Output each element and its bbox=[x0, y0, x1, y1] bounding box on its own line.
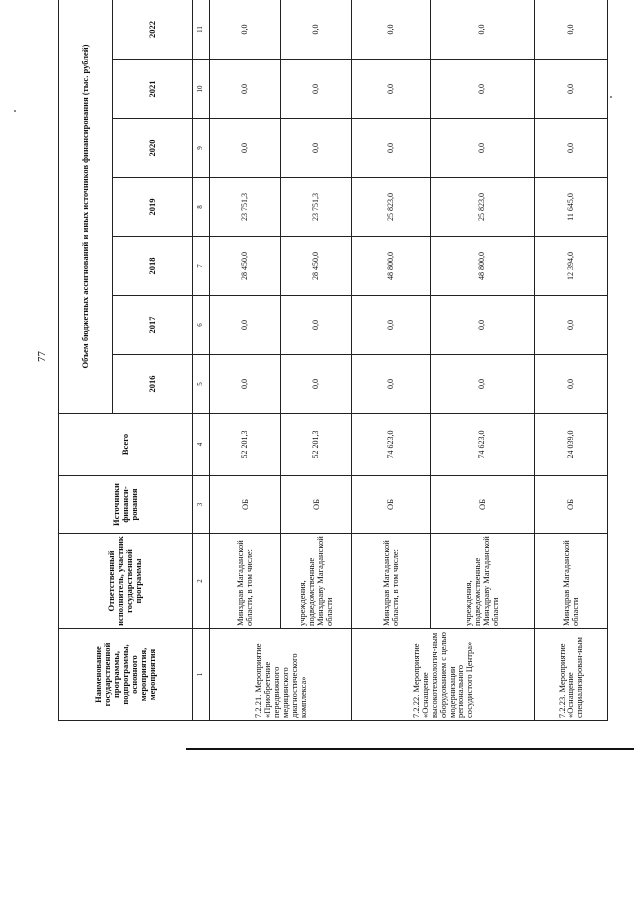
value-cell: 0,0 bbox=[210, 0, 281, 60]
measure-name: 7.2.21. Мероприятие «Приобретение передвижного медицинского диагностического комплекса» bbox=[210, 629, 352, 721]
value-cell: 23 751,3 bbox=[281, 178, 352, 237]
column-index: 1 bbox=[192, 629, 210, 721]
value-cell: 0,0 bbox=[210, 119, 281, 178]
page-number: 77 bbox=[36, 351, 48, 362]
value-cell: 28 450,0 bbox=[210, 237, 281, 296]
value-cell: 0,0 bbox=[534, 0, 607, 60]
header-year: 2022 bbox=[113, 0, 192, 60]
value-cell: 28 450,0 bbox=[281, 237, 352, 296]
value-cell: 0,0 bbox=[430, 60, 534, 119]
responsible-cell: Минздрав Магаданской области, в том числе: bbox=[210, 534, 281, 629]
value-cell: 0,0 bbox=[352, 119, 430, 178]
value-cell: 0,0 bbox=[430, 296, 534, 355]
column-index-row bbox=[192, 0, 210, 721]
value-cell: 0,0 bbox=[281, 296, 352, 355]
column-index: 3 bbox=[192, 476, 210, 534]
value-cell: 48 800,0 bbox=[352, 237, 430, 296]
source-cell: ОБ bbox=[352, 476, 430, 534]
rotated-page-content bbox=[58, 0, 608, 721]
header-year: 2016 bbox=[113, 355, 192, 414]
column-index: 10 bbox=[192, 60, 210, 119]
column-index: 9 bbox=[192, 119, 210, 178]
value-cell: 0,0 bbox=[534, 60, 607, 119]
column-index: 7 bbox=[192, 237, 210, 296]
value-cell: 0,0 bbox=[352, 60, 430, 119]
value-cell: 25 823,0 bbox=[430, 178, 534, 237]
value-cell: 0,0 bbox=[430, 355, 534, 414]
value-cell: 12 394,0 bbox=[534, 237, 607, 296]
value-cell: 0,0 bbox=[534, 355, 607, 414]
measure-name: 7.2.23. Мероприятие «Оснащение специализирован-ным bbox=[534, 629, 607, 721]
column-index: 11 bbox=[192, 0, 210, 60]
source-cell: ОБ bbox=[210, 476, 281, 534]
header-name: Наименование государственной программы, подпрограммы, основного мероприятия, мероприятия bbox=[59, 629, 193, 721]
measure-name: 7.2.22. Мероприятие «Оснащение высокотехнологич-ным оборудованием с целью модернизации регионального сосудистого Центра» bbox=[352, 629, 535, 721]
header-sources: Источники финанси-рования bbox=[59, 476, 193, 534]
value-cell: 0,0 bbox=[210, 296, 281, 355]
value-cell: 0,0 bbox=[430, 119, 534, 178]
table-row bbox=[534, 0, 607, 721]
header-year: 2019 bbox=[113, 178, 192, 237]
source-cell: ОБ bbox=[281, 476, 352, 534]
responsible-cell: учреждения, подведомственные Минздраву Магаданской области bbox=[281, 534, 352, 629]
value-cell: 0,0 bbox=[210, 60, 281, 119]
column-index: 8 bbox=[192, 178, 210, 237]
source-cell: ОБ bbox=[534, 476, 607, 534]
header-year: 2017 bbox=[113, 296, 192, 355]
scan-speck bbox=[610, 96, 612, 98]
value-cell: 0,0 bbox=[352, 0, 430, 60]
horizontal-rule bbox=[186, 748, 634, 750]
header-total: Всего bbox=[59, 414, 193, 476]
value-cell: 0,0 bbox=[281, 60, 352, 119]
scan-speck bbox=[14, 110, 16, 112]
header-year: 2018 bbox=[113, 237, 192, 296]
total-cell: 74 623,0 bbox=[430, 414, 534, 476]
value-cell: 48 800,0 bbox=[430, 237, 534, 296]
value-cell: 0,0 bbox=[534, 119, 607, 178]
header-row-1 bbox=[59, 0, 113, 721]
value-cell: 0,0 bbox=[281, 355, 352, 414]
header-year: 2020 bbox=[113, 119, 192, 178]
total-cell: 52 201,3 bbox=[281, 414, 352, 476]
table-wrapper bbox=[58, 0, 608, 721]
header-responsible: Ответственный исполнитель, участник государственной программы bbox=[59, 534, 193, 629]
table-row bbox=[430, 0, 534, 721]
value-cell: 0,0 bbox=[352, 296, 430, 355]
source-cell: ОБ bbox=[430, 476, 534, 534]
value-cell: 0,0 bbox=[210, 355, 281, 414]
responsible-cell: Минздрав Магаданской области, в том числе: bbox=[352, 534, 430, 629]
column-index: 5 bbox=[192, 355, 210, 414]
column-index: 6 bbox=[192, 296, 210, 355]
value-cell: 0,0 bbox=[281, 119, 352, 178]
column-index: 4 bbox=[192, 414, 210, 476]
table-row bbox=[210, 0, 281, 721]
responsible-cell: учреждения, подведомственные Минздраву Магаданской области bbox=[430, 534, 534, 629]
header-year: 2021 bbox=[113, 60, 192, 119]
total-cell: 74 623,0 bbox=[352, 414, 430, 476]
value-cell: 0,0 bbox=[430, 0, 534, 60]
total-cell: 52 201,3 bbox=[210, 414, 281, 476]
table-row bbox=[352, 0, 430, 721]
header-group: Объем бюджетных ассигнований и иных источников финансирования (тыс. рублей) bbox=[59, 0, 113, 414]
total-cell: 24 039,0 bbox=[534, 414, 607, 476]
column-index: 2 bbox=[192, 534, 210, 629]
value-cell: 25 823,0 bbox=[352, 178, 430, 237]
budget-table bbox=[58, 0, 608, 721]
responsible-cell: Минздрав Магаданской области bbox=[534, 534, 607, 629]
value-cell: 0,0 bbox=[281, 0, 352, 60]
value-cell: 23 751,3 bbox=[210, 178, 281, 237]
table-row bbox=[281, 0, 352, 721]
value-cell: 0,0 bbox=[534, 296, 607, 355]
value-cell: 0,0 bbox=[352, 355, 430, 414]
value-cell: 11 645,0 bbox=[534, 178, 607, 237]
